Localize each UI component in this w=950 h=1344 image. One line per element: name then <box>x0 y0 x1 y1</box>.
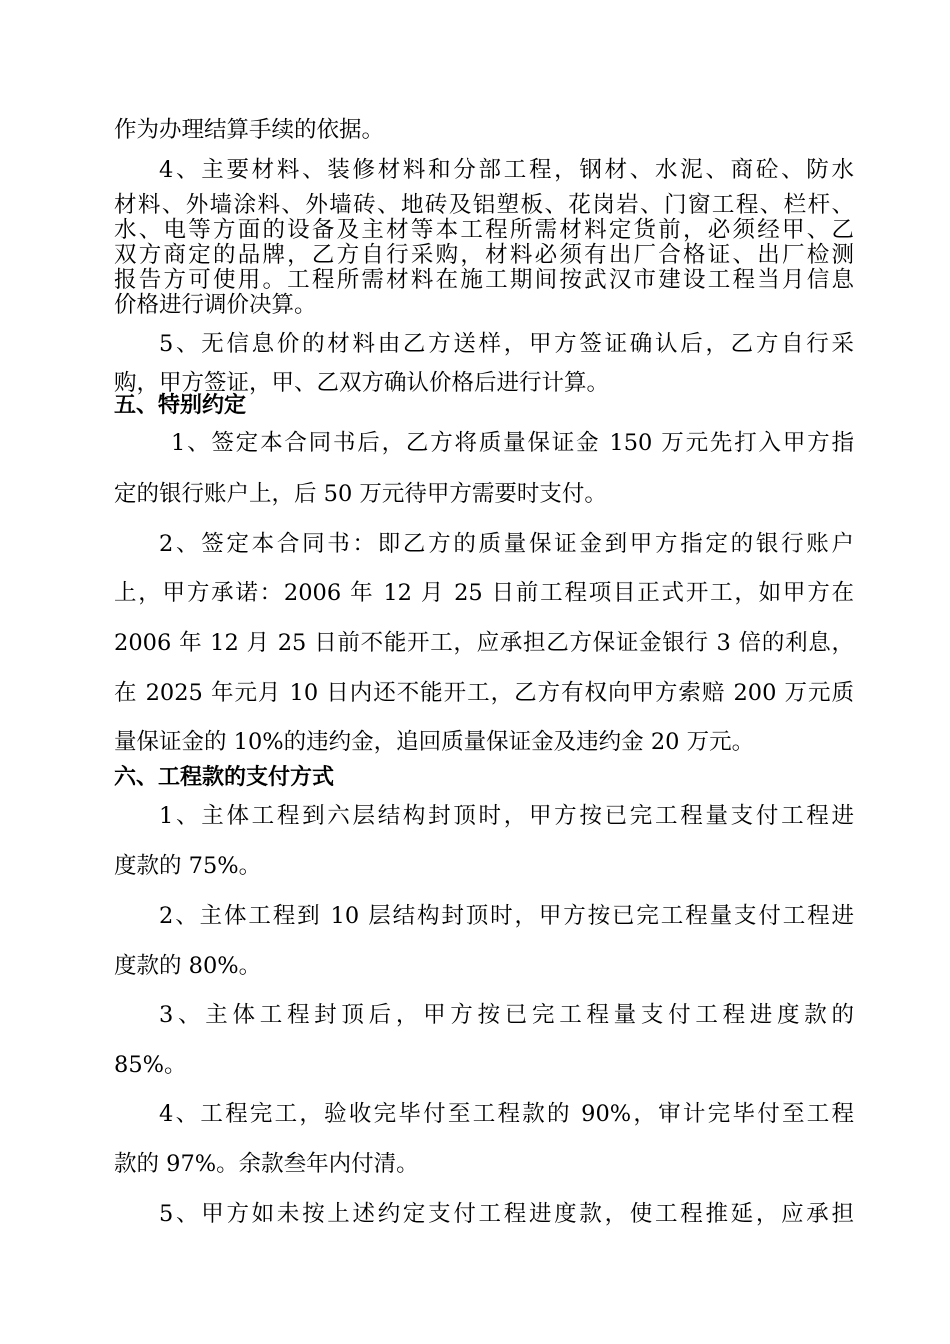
paragraph-line: 5、无信息价的材料由乙方送样，甲方签证确认后，乙方自行采 <box>159 331 854 357</box>
paragraph-line: 购，甲方签证，甲、乙双方确认价格后进行计算。 <box>114 370 610 396</box>
section-heading: 五、特别约定 <box>114 393 247 418</box>
paragraph-line: 2006 年 12 月 25 日前不能开工，应承担乙方保证金银行 3 倍的利息， <box>114 630 854 656</box>
paragraph-line: 上，甲方承诺：2006 年 12 月 25 日前工程项目正式开工，如甲方在 <box>114 580 854 606</box>
paragraph-line: 5、甲方如未按上述约定支付工程进度款，使工程推延，应承担 <box>159 1201 854 1227</box>
paragraph-line: 定的银行账户上，后 50 万元待甲方需要时支付。 <box>114 481 607 507</box>
paragraph-line: 量保证金的 10%的违约金，追回质量保证金及违约金 20 万元。 <box>114 729 755 755</box>
paragraph-line: 度款的 80%。 <box>114 953 262 979</box>
paragraph-line: 85%。 <box>114 1052 187 1078</box>
paragraph-line: 双方商定的品牌，乙方自行采购，材料必须有出厂合格证、出厂检测 <box>114 242 854 268</box>
paragraph-line: 4、工程完工，验收完毕付至工程款的 90%，审计完毕付至工程 <box>159 1101 854 1127</box>
paragraph-line: 1、主体工程到六层结构封顶时，甲方按已完工程量支付工程进 <box>159 803 854 829</box>
paragraph-line: 2、主体工程到 10 层结构封顶时，甲方按已完工程量支付工程进 <box>159 903 854 929</box>
paragraph-line: 度款的 75%。 <box>114 853 262 879</box>
paragraph-line: 价格进行调价决算。 <box>114 292 317 318</box>
paragraph-line: 1、签定本合同书后，乙方将质量保证金 150 万元先打入甲方指 <box>171 430 854 456</box>
paragraph-line: 报告方可使用。工程所需材料在施工期间按武汉市建设工程当月信息 <box>114 267 854 293</box>
section-heading: 六、工程款的支付方式 <box>114 765 335 790</box>
paragraph-line: 材料、外墙涂料、外墙砖、地砖及铝塑板、花岗岩、门窗工程、栏杆、 <box>114 192 854 218</box>
paragraph-line: 2、签定本合同书：即乙方的质量保证金到甲方指定的银行账户 <box>159 531 854 557</box>
paragraph-line: 款的 97%。余款叁年内付清。 <box>114 1151 419 1177</box>
paragraph-line: 4、主要材料、装修材料和分部工程，钢材、水泥、商砼、防水 <box>159 157 854 183</box>
paragraph-line: 作为办理结算手续的依据。 <box>114 117 385 143</box>
paragraph-line: 在 2025 年元月 10 日内还不能开工，乙方有权向甲方索赔 200 万元质 <box>114 680 854 706</box>
paragraph-line: 水、电等方面的设备及主材等本工程所需材料定货前，必须经甲、乙 <box>114 217 854 243</box>
paragraph-line: 3、主体工程封顶后，甲方按已完工程量支付工程进度款的 <box>159 1002 854 1028</box>
